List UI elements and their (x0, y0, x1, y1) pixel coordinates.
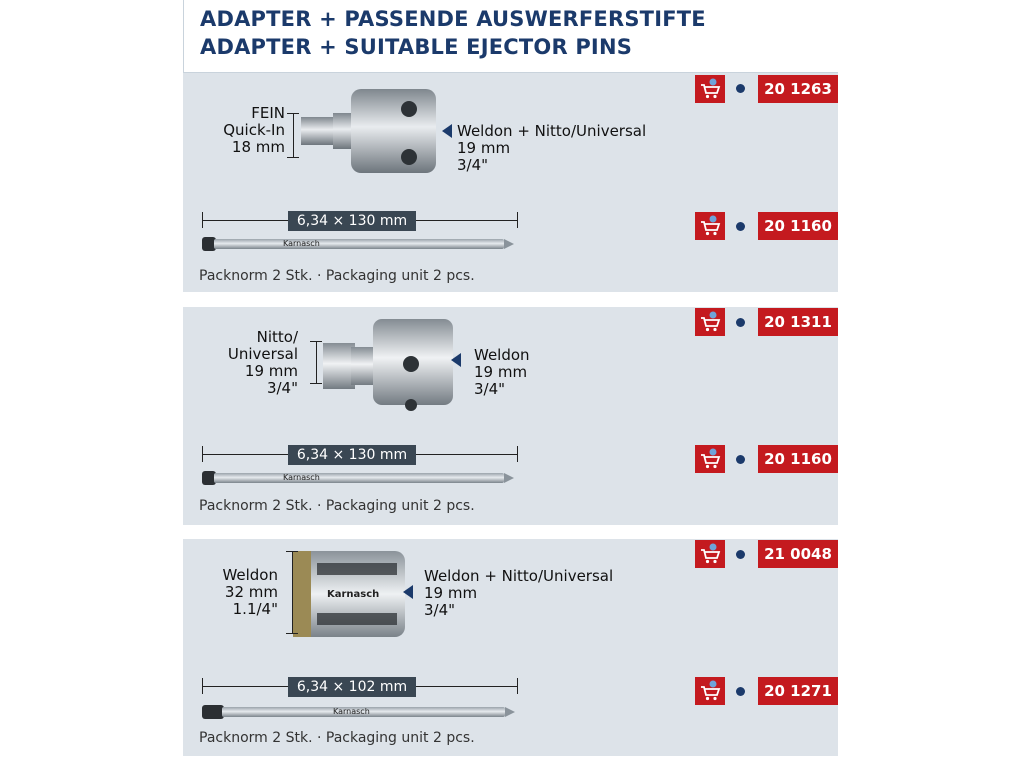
pin-tip (504, 473, 514, 483)
adapter-right-label: Weldon + Nitto/Universal 19 mm 3/4" (457, 122, 647, 174)
dimension-line-vertical (316, 341, 317, 383)
nitto-adapter-image (323, 319, 458, 415)
pointer-triangle-icon (442, 124, 452, 138)
cart-button[interactable] (695, 212, 725, 240)
article-code: 20 1311 (758, 308, 838, 336)
adapter-left-label: Weldon 32 mm 1.1/4" (222, 566, 278, 618)
article-code: 20 1160 (758, 445, 838, 473)
title-english: ADAPTER + SUITABLE EJECTOR PINS (200, 35, 633, 59)
dimension-tick (287, 113, 299, 114)
cart-icon (699, 543, 721, 565)
pin-dimension-label: 6,34 × 130 mm (288, 445, 416, 465)
pin-dimension-label: 6,34 × 102 mm (288, 677, 416, 697)
cart-button[interactable] (695, 445, 725, 473)
cart-icon (699, 311, 721, 333)
pin-tip (504, 239, 514, 249)
article-code: 20 1160 (758, 212, 838, 240)
cart-icon (699, 448, 721, 470)
dimension-tick (287, 157, 299, 158)
page-header (183, 0, 839, 72)
cart-button[interactable] (695, 75, 725, 103)
article-code: 20 1271 (758, 677, 838, 705)
adapter-left-label: FEIN Quick-In 18 mm (223, 104, 285, 156)
pointer-triangle-icon (451, 353, 461, 367)
cart-button[interactable] (695, 677, 725, 705)
ejector-pin-image (214, 473, 504, 483)
dimension-tick (286, 633, 298, 634)
cart-button[interactable] (695, 308, 725, 336)
pin-dimension-label: 6,34 × 130 mm (288, 211, 416, 231)
packaging-note: Packnorm 2 Stk. · Packaging unit 2 pcs. (199, 730, 475, 746)
title-german: ADAPTER + PASSENDE AUSWERFERSTIFTE (200, 7, 706, 31)
dimension-line-vertical (292, 551, 293, 633)
fein-adapter-image (301, 87, 456, 177)
section-fein-adapter (183, 73, 838, 292)
bullet-icon (736, 222, 745, 231)
packaging-note: Packnorm 2 Stk. · Packaging unit 2 pcs. (199, 498, 475, 514)
dimension-tick (310, 383, 322, 384)
section-weldon32-adapter (183, 539, 838, 756)
pin-tip (505, 707, 515, 717)
bullet-icon (736, 687, 745, 696)
cart-button[interactable] (695, 540, 725, 568)
cart-icon (699, 215, 721, 237)
pointer-triangle-icon (403, 585, 413, 599)
bullet-icon (736, 455, 745, 464)
adapter-right-label: Weldon 19 mm 3/4" (474, 346, 530, 398)
dimension-tick (310, 341, 322, 342)
cart-icon (699, 78, 721, 100)
article-code: 20 1263 (758, 75, 838, 103)
dimension-line-vertical (293, 113, 294, 157)
pin-brand: Karnasch (283, 239, 320, 248)
section-nitto-adapter (183, 307, 838, 525)
adapter-right-label: Weldon + Nitto/Universal 19 mm 3/4" (424, 567, 614, 619)
pin-brand: Karnasch (283, 473, 320, 482)
adapter-brand: Karnasch (327, 589, 380, 600)
ejector-pin-image (214, 239, 504, 249)
dimension-tick (286, 551, 298, 552)
packaging-note: Packnorm 2 Stk. · Packaging unit 2 pcs. (199, 268, 475, 284)
bullet-icon (736, 318, 745, 327)
bullet-icon (736, 84, 745, 93)
pin-brand: Karnasch (333, 707, 370, 716)
bullet-icon (736, 550, 745, 559)
adapter-left-label: Nitto/ Universal 19 mm 3/4" (227, 328, 298, 397)
pin-head (202, 705, 224, 719)
cart-icon (699, 680, 721, 702)
article-code: 21 0048 (758, 540, 838, 568)
